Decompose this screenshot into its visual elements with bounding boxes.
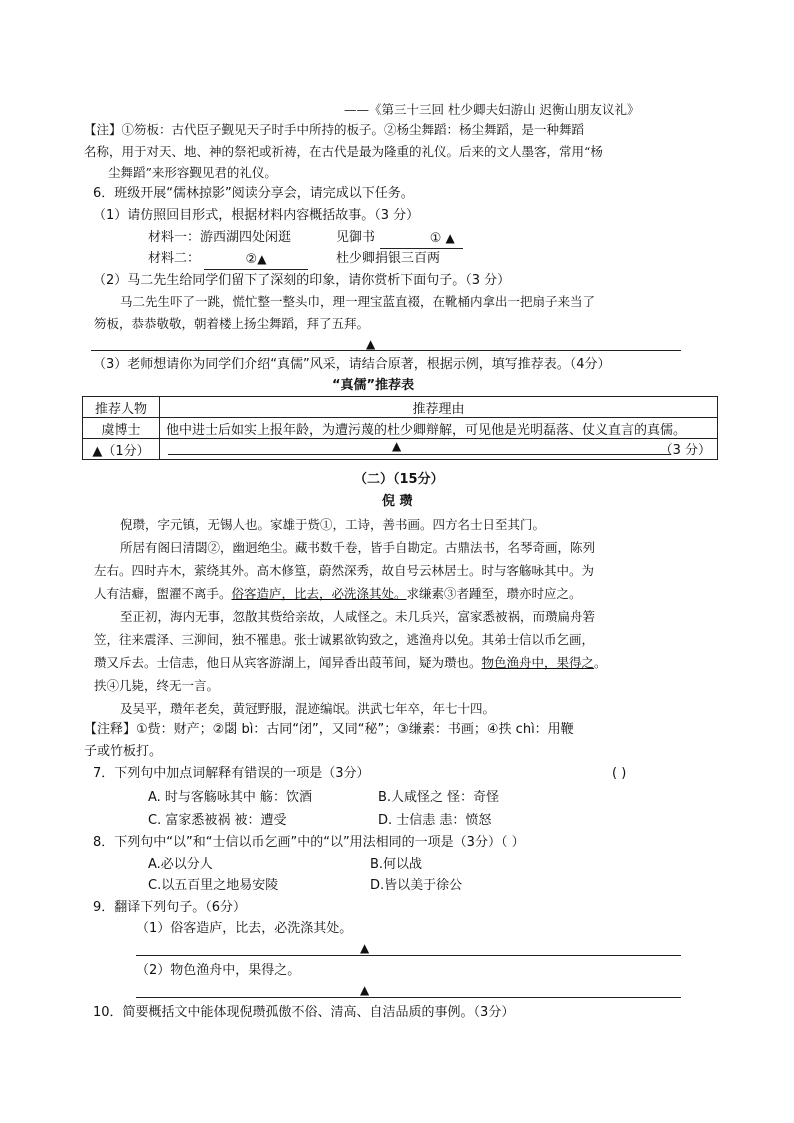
table-header-row xyxy=(83,397,718,418)
blank-2 xyxy=(204,250,308,270)
q9-stem: 9．翻译下列句子。（6分） xyxy=(93,900,247,915)
answer-line xyxy=(136,997,681,998)
material-1-right: 见御书 xyxy=(336,230,376,245)
q7-option-b: B.人咸怪之 怪：奇怪 xyxy=(378,790,500,805)
table-header-reason: 推荐理由 xyxy=(160,397,718,418)
table-cell-person: 虞博士 xyxy=(83,418,160,439)
note-line-1: 【注】①笏板：古代臣子觐见天子时手中所持的板子。②杨尘舞蹈：杨尘舞蹈，是一种舞蹈 xyxy=(84,122,585,137)
table-row xyxy=(83,418,718,439)
passage-text: 。 xyxy=(594,655,607,670)
blank-2-number: ② xyxy=(245,252,258,267)
q7-option-d: D. 士信恚 恚：愤怒 xyxy=(378,813,492,828)
material-1-label: 材料一：游西湖四处闲逛 xyxy=(148,230,292,245)
answer-triangle-icon: ▲ xyxy=(360,983,370,997)
material-2-right: 杜少卿捐银三百两 xyxy=(336,251,441,266)
passage-text: 求缣素③者踵至，瓒亦时应之。 xyxy=(406,586,582,601)
passage-p3-l1: 至正初，海内无事，忽散其赀给亲故，人咸怪之。未几兵兴，富家悉被祸，而瓒扁舟箬 xyxy=(120,609,596,624)
answer-line xyxy=(91,350,681,351)
q6-sub3: （3）老师想请你为同学们介绍“真儒”风采，请结合原著，根据示例，填写推荐表。（4分） xyxy=(93,357,611,372)
q8-option-b: B.何以战 xyxy=(370,857,423,872)
table-header-person: 推荐人物 xyxy=(83,397,160,418)
table-cell-person-blank: ▲（1分） xyxy=(83,439,160,460)
q7-option-a: A. 时与客觞咏其中 觞：饮酒 xyxy=(148,790,313,805)
material-2-label: 材料二： xyxy=(148,251,201,266)
table-cell-reason-blank xyxy=(160,439,718,460)
answer-triangle-icon: ▲ xyxy=(366,337,376,351)
passage-title: 倪 瓒 xyxy=(382,494,413,509)
quote-line-2: 笏板，恭恭敬敬，朝着楼上扬尘舞蹈，拜了五拜。 xyxy=(94,316,370,331)
q7-answer-paren: ( ) xyxy=(612,766,627,781)
q9-sub1: （1）俗客造庐，比去，必洗涤其处。 xyxy=(136,921,353,936)
q9-sub2: （2）物色渔舟中，果得之。 xyxy=(136,963,301,978)
passage-p2-l2: 左右。四时卉木，萦绕其外。高木修篁，蔚然深秀，故自号云林居士。时与客觞咏其中。为 xyxy=(94,563,595,578)
q8-option-c: C.以五百里之地易安陵 xyxy=(148,878,279,893)
passage-note-l1: 【注释】①赀：财产；②閟 bì：古同“闭”，又同“秘”；③缣素：书画；④抶 chì：用鞭 xyxy=(84,722,574,737)
answer-triangle-icon: ▲ xyxy=(360,941,370,955)
table-cell-reason: 他中进士后如实上报年龄，为遭污蔑的杜少卿辩解，可见他是光明磊落、仗义直言的真儒。 xyxy=(160,418,718,439)
section-heading: （二）（15分） xyxy=(354,472,444,487)
q8-option-a: A.必以分人 xyxy=(148,857,213,872)
source-line: ——《第三十三回 杜少卿夫妇游山 迟衡山朋友议礼》 xyxy=(344,102,640,117)
q6-sub2: （2）马二先生给同学们留下了深刻的印象，请你赏析下面句子。（3 分） xyxy=(93,273,511,288)
note-line-3: 尘舞蹈”来形容觐见君的礼仪。 xyxy=(108,165,277,180)
blank-1 xyxy=(380,229,463,249)
underlined-sentence-1: 俗客造庐，比去，必洗涤其处。 xyxy=(231,586,407,601)
passage-p3-l2: 笠，往来震泽、三泖间，独不罹患。张士诚累欲钩致之，逃渔舟以免。其弟士信以币乞画， xyxy=(94,632,595,647)
passage-p2-l1: 所居有阁曰清閟②，幽迥绝尘。藏书数千卷，皆手自勘定。古鼎法书，名琴奇画，陈列 xyxy=(120,540,596,555)
blank-1-number: ① xyxy=(429,231,442,246)
recommendation-table xyxy=(82,396,718,460)
passage-text: 人有洁癖，盥濯不离手。 xyxy=(94,586,232,601)
quote-line-1: 马二先生吓了一跳，慌忙整一整头巾，理一理宝蓝直裰，在靴桶内拿出一把扇子来当了 xyxy=(120,294,596,309)
passage-p2-l3 xyxy=(94,585,582,603)
table-title: “真儒”推荐表 xyxy=(332,378,415,393)
passage-p3-l3 xyxy=(94,654,607,672)
q6-sub1: （1）请仿照回目形式，根据材料内容概括故事。（3 分） xyxy=(93,208,420,223)
answer-triangle-icon: ▲ xyxy=(445,231,455,245)
answer-line xyxy=(136,955,681,956)
answer-triangle-icon: ▲ xyxy=(257,252,267,266)
table-row-answer xyxy=(83,439,718,460)
q7-option-c: C. 富家悉被祸 被：遭受 xyxy=(148,813,287,828)
q8-stem: 8．下列句中“以”和“士信以币乞画”中的“以”用法相同的一项是（3分）（ ） xyxy=(93,835,525,850)
passage-p3-l4: 抶④几毙，终无一言。 xyxy=(94,678,220,693)
q7-stem: 7．下列句中加点词解释有错误的一项是（3分） xyxy=(93,766,370,781)
passage-p1: 倪瓒，字元镇，无锡人也。家雄于赀①，工诗，善书画。四方名士日至其门。 xyxy=(120,517,546,532)
passage-note-l2: 子或竹板打。 xyxy=(84,744,163,759)
score-label: （3 分） xyxy=(659,443,711,458)
q10-stem: 10．简要概括文中能体现倪瓒孤傲不俗、清高、自洁品质的事例。（3分） xyxy=(93,1005,515,1020)
passage-p4: 及吴平，瓒年老矣，黄冠野服，混迹编氓。洪武七年卒，年七十四。 xyxy=(120,701,496,716)
note-line-2: 名称，用于对天、地、神的祭祀或祈祷，在古代是最为隆重的礼仪。后来的文人墨客，常用“杨 xyxy=(84,144,603,159)
underlined-sentence-2: 物色渔舟中，果得之 xyxy=(481,655,595,670)
q6-title: 6．班级开展“儒林掠影”阅读分享会，请完成以下任务。 xyxy=(93,186,414,201)
q8-option-d: D.皆以美于徐公 xyxy=(370,878,463,893)
passage-text: 瓒又斥去。士信恚，他日从宾客游湖上，闻异香出葭苇间，疑为瓒也。 xyxy=(94,655,482,670)
fill-line xyxy=(168,454,671,455)
answer-triangle-icon: ▲ xyxy=(392,439,402,453)
